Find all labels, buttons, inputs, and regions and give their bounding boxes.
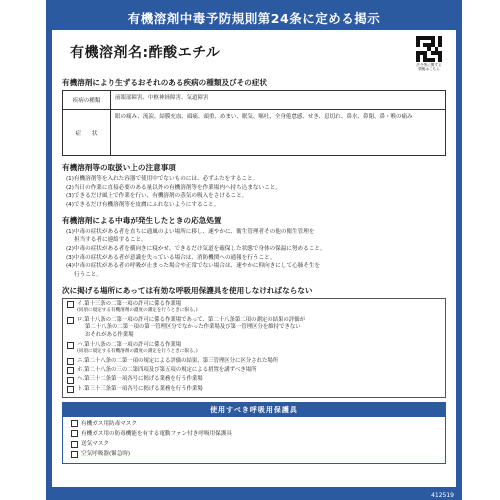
respirator-heading: 使用すべき呼吸用保護具	[63, 403, 445, 417]
respirator-list	[63, 417, 445, 463]
place-i-checkbox[interactable]	[67, 301, 74, 308]
safety-sign	[46, 0, 462, 500]
disease-type-label: 疾病の種類	[63, 91, 111, 110]
list-item	[67, 358, 441, 366]
place-i-text: イ.第十三条の二第一項の許可に係る作業場	[77, 300, 182, 307]
symptom-label: 症 状	[63, 110, 111, 156]
list-item: (1)有機溶剤等を入れた容器で使用中でないものには、必ずふたをすること。	[66, 176, 259, 182]
list-item	[67, 376, 441, 384]
symptom-value: 眼の痛み、流涙、結膜充血、頭痛、頭重、めまい、眠気、嘔吐、全身倦怠感、せき、息切れ、鼻水、鼻閉、鼻・喉の痛み	[111, 110, 446, 156]
product-code: 412519	[431, 492, 454, 499]
place-he-text: ヘ.第三十二条第一項各号に掲げる業務を行う作業場	[77, 376, 203, 383]
handling-notes	[62, 175, 446, 210]
qr-code-icon[interactable]	[416, 36, 442, 62]
list-item	[67, 317, 441, 340]
qr-caption	[416, 63, 441, 72]
list-item	[71, 420, 437, 428]
respirator-gas-mask-checkbox[interactable]	[71, 420, 78, 427]
respirator-label: 送気マスク	[81, 441, 109, 448]
list-item	[67, 342, 441, 356]
place-ha-note: (同項に規定する有機溶剤の濃度の測定を行うときに限る。)	[77, 349, 198, 355]
place-ro-cont1: 第二十八条の二第一項の第一管理区分でなかった作業場及び第一管理区分を維持できない	[85, 324, 301, 331]
list-item: (1)中毒の症状がある者を直ちに通風のよい場所に移し、速やかに、衛生管理者その他の衛生管理を	[66, 228, 315, 235]
place-to-checkbox[interactable]	[67, 386, 74, 393]
place-ha-text: ハ.第十八条の二第一項の許可に係る作業場	[77, 341, 182, 348]
list-item: (3)中毒の症状がある者が意識を失っている場合は、消防機関への通報を行うこと。	[66, 254, 276, 261]
qr-block	[412, 36, 446, 72]
protective-place-list	[62, 298, 446, 398]
qr-caption-line2: 情報はこちら	[418, 67, 440, 72]
respirator-box	[62, 402, 446, 464]
emergency-heading: 有機溶剤による中毒が発生したときの応急処置	[62, 215, 222, 225]
list-item: (2)当日の作業に直接必要のある量以外の有機溶剤等を作業場内へ持ち込まないこと。	[66, 184, 281, 191]
list-item: (3)できるだけ風上で作業を行い、有機溶剤の蒸気の吸入をさけること。	[66, 193, 248, 200]
place-ho-text: ホ.第二十八条の三の二第四項及び第五項の規定による措置を講ずべき場所	[77, 366, 257, 373]
respirator-airline-checkbox[interactable]	[71, 441, 78, 448]
disease-table	[62, 90, 446, 156]
list-item: (4)できるだけ有機溶剤等を皮膚にふれないようにすること。	[66, 201, 220, 208]
list-item	[67, 386, 441, 394]
sign-body	[52, 30, 456, 487]
disease-type-value: 前眼部障害、中枢神経障害、気道障害	[111, 91, 446, 110]
list-item: (2)中毒の症状がある者を横向きに寝かせ、できるだけ気道を確保した状態で身体の保温に努めること。	[66, 245, 326, 252]
place-ro-checkbox[interactable]	[67, 317, 74, 324]
respirator-label: 有機ガス用防毒マスク	[81, 420, 137, 427]
respirator-scba-checkbox[interactable]	[71, 451, 78, 458]
place-i-note: (同項に規定する有機溶剤の濃度の測定を行うときに限る。)	[77, 308, 198, 314]
list-item	[67, 301, 441, 315]
list-item	[67, 367, 441, 375]
place-ha-checkbox[interactable]	[67, 342, 74, 349]
list-item: (4)中毒の症状がある者の呼吸が止まった場合や正常でない場合は、速やかに仰向きにして心肺そ生を	[66, 263, 321, 270]
list-item: 担当する者に連絡すること。	[74, 237, 147, 244]
qr-caption-line1: 法令等に関する	[416, 63, 442, 67]
place-to-text: ト.第三十三条第一項各号に掲げる業務を行う作業場	[77, 385, 203, 392]
respirator-label: 空気呼吸器(緊急時)	[81, 451, 131, 458]
place-ro-cont2: おそれがある作業場	[85, 332, 134, 339]
table-row	[63, 91, 446, 110]
place-ro-text: ロ.第十八条の二第一項の許可に係る作業場であって、第二十八条第二項の測定の結果の評価が	[77, 316, 305, 323]
list-item	[71, 450, 437, 458]
place-ho-checkbox[interactable]	[67, 367, 74, 374]
sign-header	[62, 36, 446, 74]
sign-title: 有機溶剤中毒予防規則第24条に定める掲示	[127, 11, 381, 26]
respirator-label: 有機ガス用の防毒機能を有する電動ファン付き呼吸用保護具	[81, 430, 232, 437]
respirator-papr-checkbox[interactable]	[71, 430, 78, 437]
solvent-name: 有機溶剤名:酢酸エチル	[70, 45, 221, 61]
list-item	[71, 440, 437, 448]
disease-heading: 有機溶剤により生ずるおそれのある疾病の種類及びその症状	[62, 78, 268, 87]
list-item: 行うこと。	[74, 271, 102, 278]
emergency-notes	[62, 228, 446, 280]
place-ni-text: ニ.第二十八条の二第一項の規定による評価の結果、第三管理区分に区分された場所	[77, 357, 279, 364]
table-row	[63, 110, 446, 156]
place-ni-checkbox[interactable]	[67, 358, 74, 365]
handling-heading: 有機溶剤等の取扱い上の注意事項	[62, 163, 176, 172]
place-he-checkbox[interactable]	[67, 377, 74, 384]
protective-heading: 次に掲げる場所にあっては有効な呼吸用保護具を使用しなければならない	[62, 285, 313, 295]
list-item	[71, 430, 437, 438]
